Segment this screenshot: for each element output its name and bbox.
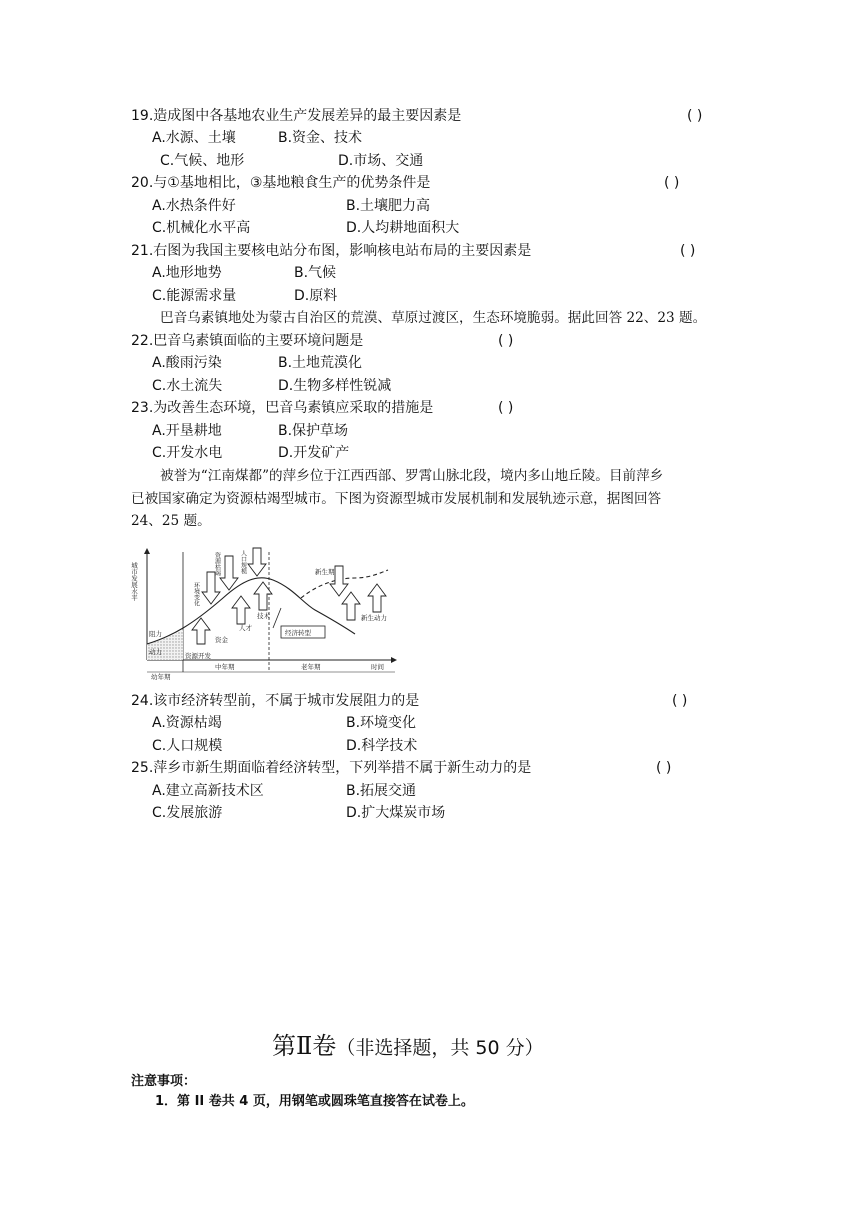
intro-24-25-line-2: 已被国家确定为资源枯竭型城市。下图为资源型城市发展机制和发展轨迹示意，据图回答 bbox=[131, 491, 662, 507]
up-arrow-capital bbox=[192, 618, 210, 644]
question-20-stem: 20.与①基地相比，③基地粮食生产的优势条件是 bbox=[131, 175, 431, 191]
up-arrow-technology bbox=[254, 582, 272, 610]
label-time: 时间 bbox=[371, 663, 384, 671]
notice-heading: 注意事项： bbox=[131, 1074, 197, 1089]
label-stage-young: 幼年期 bbox=[151, 673, 171, 681]
q24-option-a: A.资源枯竭 bbox=[152, 715, 222, 731]
label-stage-middle: 中年期 bbox=[215, 663, 235, 671]
label-stage-old: 老年期 bbox=[301, 663, 321, 671]
answer-paren-19[interactable]: ( ) bbox=[687, 108, 703, 124]
q22-option-a: A.酸雨污染 bbox=[152, 355, 222, 371]
q21-option-c: C.能源需求量 bbox=[152, 288, 237, 304]
answer-paren-21[interactable]: ( ) bbox=[680, 243, 696, 259]
up-arrow-talent bbox=[232, 596, 250, 624]
question-19-stem: 19.造成图中各基地农业生产发展差异的最主要因素是 bbox=[131, 108, 462, 124]
q24-option-c: C.人口规模 bbox=[152, 738, 223, 754]
label-econ-transform: 经济转型 bbox=[285, 629, 311, 637]
section-title-main: 第Ⅱ卷 bbox=[272, 1032, 337, 1060]
q20-option-b: B.土壤肥力高 bbox=[346, 198, 431, 214]
answer-paren-23[interactable]: ( ) bbox=[498, 400, 514, 416]
down-arrow-env-change bbox=[202, 572, 220, 604]
label-resource-dev: 资源开发 bbox=[185, 652, 211, 660]
q19-option-b: B.资金、技术 bbox=[278, 130, 363, 146]
q25-option-a: A.建立高新技术区 bbox=[152, 783, 264, 799]
label-resistance: 阻力 bbox=[149, 630, 162, 638]
notice-item-1: 1．第 II 卷共 4 页，用钢笔或圆珠笔直接答在试卷上。 bbox=[155, 1094, 474, 1109]
q25-option-b: B.拓展交通 bbox=[346, 783, 417, 799]
down-arrow-population bbox=[248, 548, 266, 576]
down-arrow-resource-depletion bbox=[220, 556, 238, 590]
label-resource-depletion: 资源枯竭 bbox=[213, 552, 221, 576]
q22-option-c: C.水土流失 bbox=[152, 378, 223, 394]
question-23-stem: 23.为改善生态环境，巴音乌素镇应采取的措施是 bbox=[131, 400, 434, 416]
label-new-force: 新生动力 bbox=[361, 614, 387, 622]
q22-option-b: B.土地荒漠化 bbox=[278, 355, 363, 371]
q20-option-d: D.人均耕地面积大 bbox=[346, 220, 460, 236]
label-population-scale: 人口规模 bbox=[239, 550, 247, 574]
question-21-stem: 21.右图为我国主要核电站分布图，影响核电站布局的主要因素是 bbox=[131, 243, 532, 259]
answer-paren-22[interactable]: ( ) bbox=[498, 333, 514, 349]
q24-option-b: B.环境变化 bbox=[346, 715, 417, 731]
q21-option-a: A.地形地势 bbox=[152, 265, 222, 281]
q19-option-d: D.市场、交通 bbox=[338, 153, 424, 169]
q25-option-c: C.发展旅游 bbox=[152, 805, 223, 821]
q21-option-b: B.气候 bbox=[294, 265, 337, 281]
q20-option-a: A.水热条件好 bbox=[152, 198, 236, 214]
q23-option-c: C.开发水电 bbox=[152, 445, 223, 461]
q21-option-d: D.原料 bbox=[294, 288, 338, 304]
answer-paren-25[interactable]: ( ) bbox=[656, 760, 672, 776]
q22-option-d: D.生物多样性锐减 bbox=[278, 378, 392, 394]
up-arrow-new-force-1 bbox=[342, 592, 360, 620]
q23-option-a: A.开垦耕地 bbox=[152, 423, 222, 439]
answer-paren-20[interactable]: ( ) bbox=[664, 175, 680, 191]
intro-22-23: 巴音乌素镇地处为蒙古自治区的荒漠、草原过渡区，生态环境脆弱。据此回答 22、23 题。 bbox=[160, 310, 707, 326]
label-talent: 人才 bbox=[239, 624, 252, 632]
q24-option-d: D.科学技术 bbox=[346, 738, 418, 754]
label-env-change: 环境变化 bbox=[192, 582, 200, 606]
intro-24-25-line-3: 24、25 题。 bbox=[131, 513, 211, 529]
q25-option-d: D.扩大煤炭市场 bbox=[346, 805, 446, 821]
label-new-stage: 新生期 bbox=[315, 568, 335, 576]
label-technology: 技术 bbox=[257, 612, 270, 620]
section-subtitle: （非选择题，共 50 分） bbox=[336, 1037, 544, 1059]
question-22-stem: 22.巴音乌素镇面临的主要环境问题是 bbox=[131, 333, 364, 349]
q23-option-b: B.保护草场 bbox=[278, 423, 349, 439]
label-driving-force: 动力 bbox=[149, 648, 162, 656]
question-25-stem: 25.萍乡市新生期面临着经济转型，下列举措不属于新生动力的是 bbox=[131, 760, 532, 776]
q23-option-d: D.开发矿产 bbox=[278, 445, 350, 461]
label-capital: 资金 bbox=[215, 636, 228, 644]
intro-24-25-line-1: 被誉为“江南煤都”的萍乡位于江西西部、罗霄山脉北段，境内多山地丘陵。目前萍乡 bbox=[160, 468, 664, 484]
q19-option-c: C.气候、地形 bbox=[160, 153, 245, 169]
section-title bbox=[272, 1030, 544, 1064]
q20-option-c: C.机械化水平高 bbox=[152, 220, 251, 236]
answer-paren-24[interactable]: ( ) bbox=[672, 693, 688, 709]
y-axis-label: 城市发展水平 bbox=[130, 562, 138, 601]
up-arrow-new-force-2 bbox=[368, 584, 386, 612]
question-24-stem: 24.该市经济转型前，不属于城市发展阻力的是 bbox=[131, 693, 420, 709]
q19-option-a: A.水源、土壤 bbox=[152, 130, 236, 146]
city-development-diagram bbox=[130, 548, 403, 681]
